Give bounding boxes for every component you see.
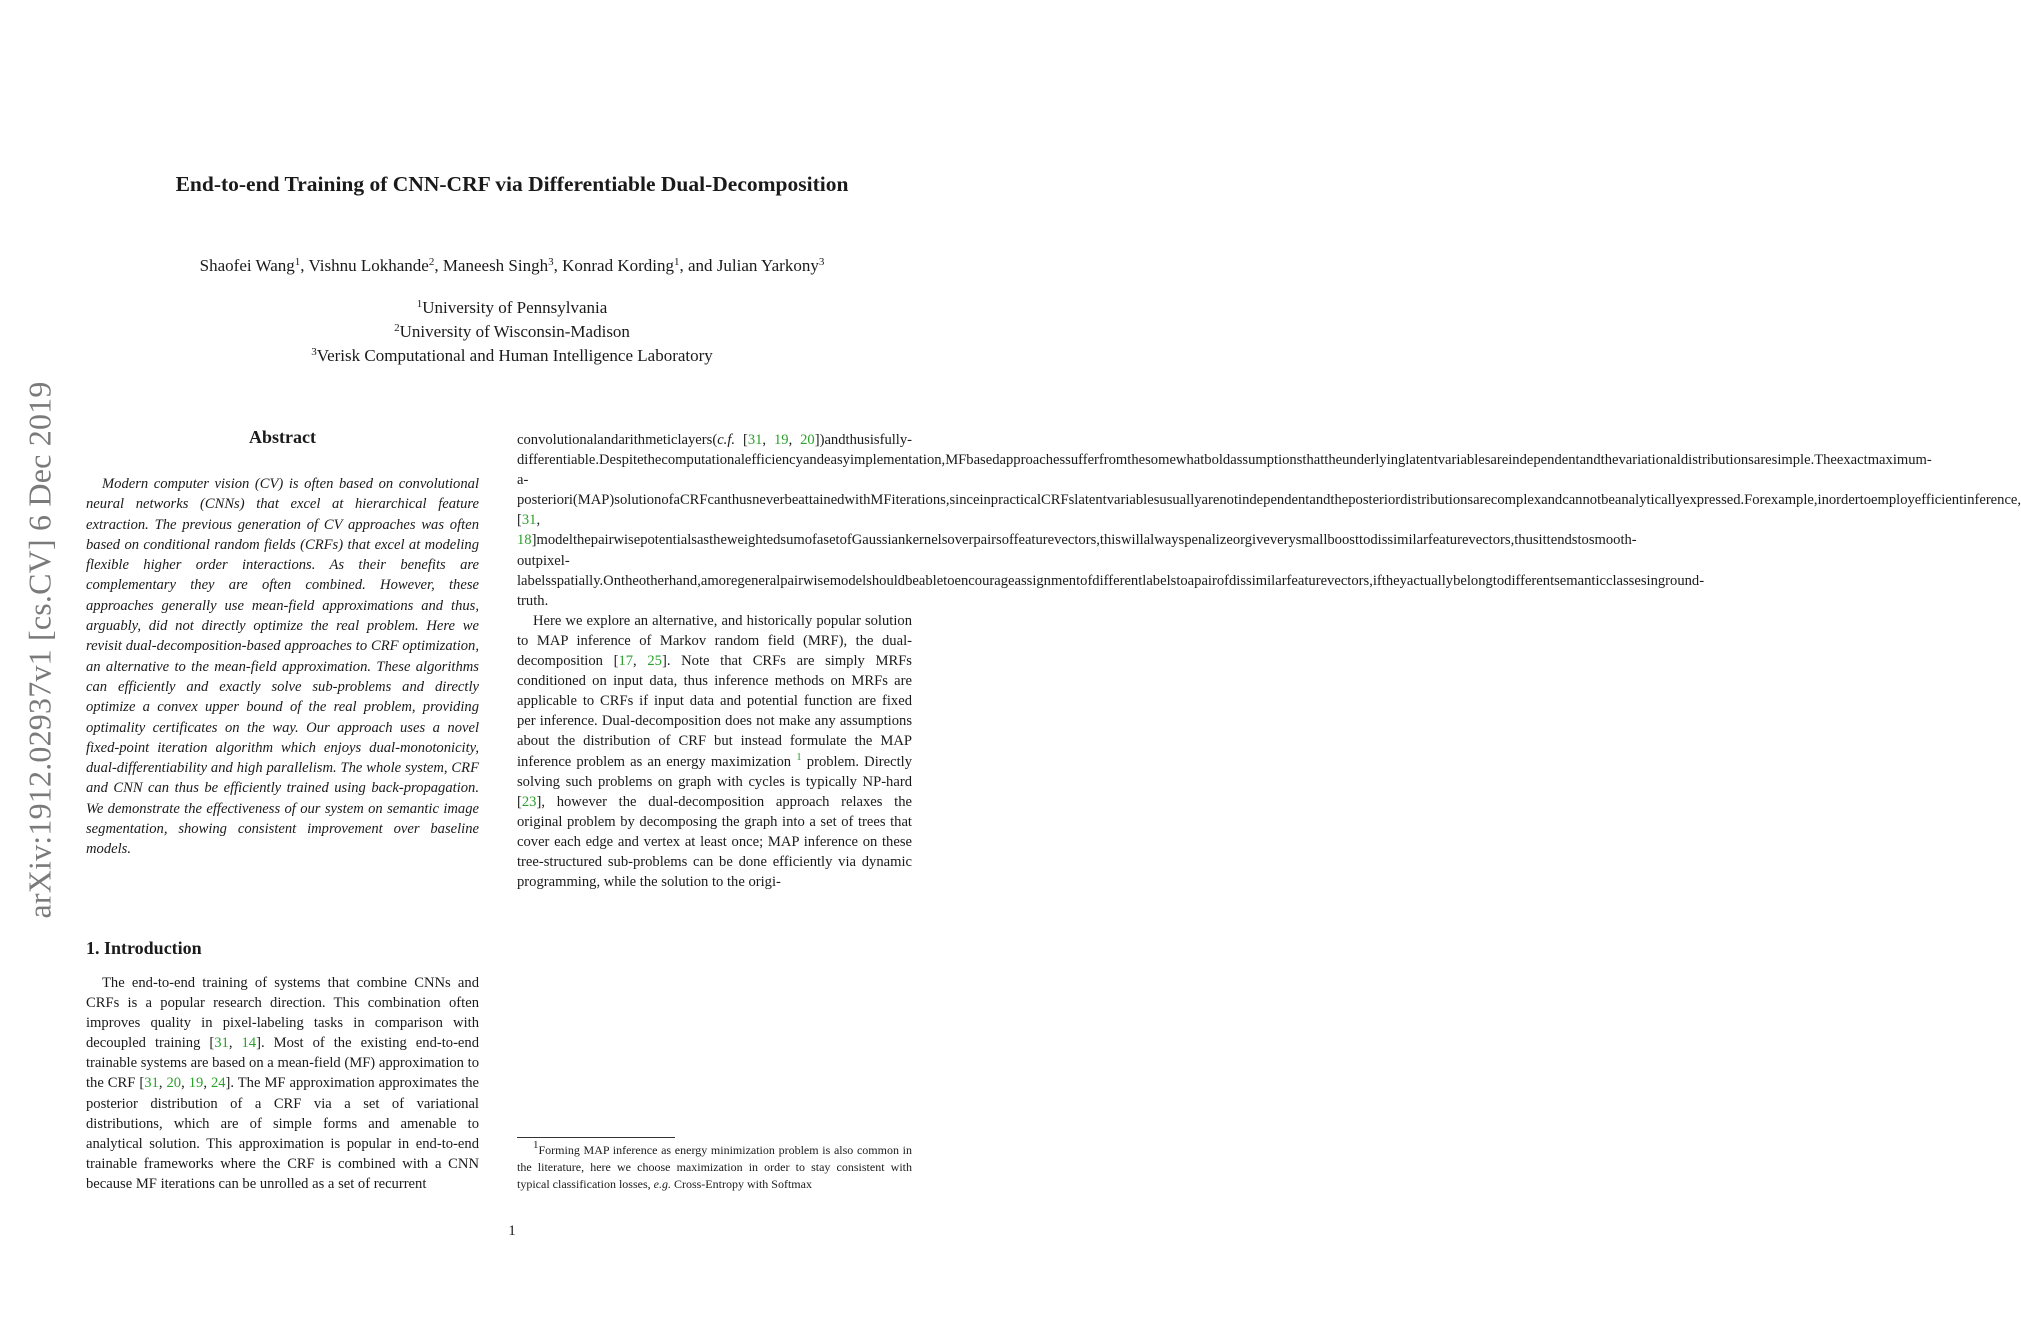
abstract-text: Modern computer vision (CV) is often based on convolutional neural networks (CNNs) that excel at hierarchical feature extraction. The previous generation of CV approaches was often based on conditional random fields (CRFs) that excel at modeling flexible higher order interactions. As their benefits are complementary they are often combined. However, these approaches generally use mean-field approximations and thus, arguably, did not directly optimize the real problem. Here we revisit dual-decomposition-based approaches to CRF optimization, an alternative to the mean-field approximation. These algorithms can efficiently and exactly solve sub-problems and directly optimize a convex upper bound of the real problem, providing optimality certificates on the way. Our approach uses a novel fixed-point iteration algorithm which enjoys dual-monotonicity, dual-differentiability and high parallelism. The whole system, CRF and CNN can thus be efficiently trained using back-propagation. We demonstrate the effectiveness of our system on semantic image segmentation, showing consistent improvement over baseline models.	[86, 476, 479, 858]
affiliation: $^2$University of Wisconsin-Madison	[394, 322, 630, 341]
intro-heading: 1. Introduction	[86, 938, 202, 958]
arxiv-sidebar	[10, 360, 70, 940]
intro-paragraph-1: The end-to-end training of systems that combine CNNs and CRFs is a popular research direction. This combination often improves quality in pixel-labeling tasks in comparison with decoupled training [31, 14]. Most of the existing end-to-end trainable systems are based on a mean-field (MF) approximation to the CRF [31, 20, 19, 24]. The MF approximation approximates the posterior distribution of a CRF via a set of variational distributions, which are of simple forms and amenable to analytical solution. This approximation is popular in end-to-end trainable frameworks where the CRF is combined with a CNN because MF iterations can be unrolled as a set of recurrent	[86, 975, 480, 1192]
citation-link[interactable]: 20	[800, 432, 815, 448]
citation-link[interactable]: 31	[521, 512, 537, 529]
intro-paragraph-1-continued: convolutionalandarithmeticlayers(c.f. [31, 19, 20])andthusisfully-differentiable.Despitethecomputationalefficiencyandeasyimplementation,MFbasedapproachessufferfromthesomewhatboldassumptionsthattheunderlyinglatentvariablesareindependentandthevariationaldistributionsaresimple.Theexactmaximum-a-posteriori(MAP)solutionofaCRFcanthusneverbeattainedwithMFiterations,sinceinpracticalCRFslatentvariablesusuallyarenotindependentandtheposteriordistributionsarecomplexandcannotbeanalyticallyexpressed.Forexample,inordertoemployefficientinference,[31, 18]modelthepairwisepotentialsastheweightedsumofasetofGaussiankernelsoverpairsoffeaturevectors,thiswillalwayspenalizeorgiveverysmallboosttodissimilarfeaturevectors,thusittendstosmooth-outpixel-labelsspatially.Ontheotherhand,amoregeneralpairwisemodelshouldbeabletoencourageassignmentofdifferentlabelstoapairofdissimilarfeaturevectors,iftheyactuallybelongtodifferentsemanticclassesinground-truth.	[517, 432, 2021, 609]
intro-left-column	[86, 973, 479, 1194]
abstract-heading: Abstract	[249, 427, 316, 447]
intro-right-column	[517, 430, 2021, 892]
affiliation-mark: 2	[394, 322, 400, 334]
author-affiliation-mark: 1	[674, 256, 680, 268]
page-number: 1	[508, 1223, 516, 1239]
arxiv-identifier: arXiv:1912.02937v1 [cs.CV] 6 Dec 2019	[21, 381, 58, 919]
citation-link[interactable]: 24	[210, 1075, 226, 1092]
affiliation-mark: 1	[416, 298, 423, 310]
citation-link[interactable]: 19	[188, 1075, 204, 1092]
footnote-mark-link[interactable]: 1	[796, 750, 802, 763]
citation-link[interactable]: 19	[773, 432, 789, 448]
citation-link[interactable]: 31	[214, 1035, 229, 1052]
intro-paragraph-2: Here we explore an alternative, and historically popular solution to MAP inference of Markov random field (MRF), the dual-decomposition [17, 25]. Note that CRFs are simply MRFs conditioned on input data, thus inference methods on MRFs are applicable to CRFs if input data and potential function are fixed per inference. Dual-decomposition does not make any assumptions about the distribution of CRF but instead formulate the MAP inference problem as an energy maximization $^1$ problem. Directly solving such problems on graph with cycles is typically NP-hard [23], however the dual-decomposition approach relaxes the original problem by decomposing the graph into a set of trees that cover each edge and vertex at least once; MAP inference on these tree-structured sub-problems can be done efficiently via dynamic programming, while the solution to the origi-	[517, 612, 912, 891]
citation-link[interactable]: 23	[521, 793, 537, 810]
affiliation: $^3$Verisk Computational and Human Intelligence Laboratory	[311, 346, 713, 365]
footnote: $^1$Forming MAP inference as energy minimization problem is also common in the literature, here we choose maximization in order to stay consistent with typical classification losses, e.g. Cross-Entropy with Softmax	[517, 1139, 912, 1191]
author-name: Shaofei Wang	[199, 256, 295, 275]
author-affiliation-mark: 1	[294, 256, 301, 268]
author-affiliation-mark: 3	[548, 256, 554, 268]
affiliation-list	[0, 296, 1024, 368]
author-name: Maneesh Singh	[442, 256, 549, 275]
citation-link[interactable]: 20	[166, 1075, 182, 1092]
affiliation: $^1$University of Pennsylvania	[416, 298, 608, 317]
author-affiliation-mark: 2	[428, 256, 435, 268]
citation-link[interactable]: 14	[241, 1035, 257, 1052]
citation-link[interactable]: 31	[747, 432, 763, 448]
citation-link[interactable]: 17	[618, 653, 634, 670]
author-name: Konrad Kording	[562, 256, 675, 275]
paper-title: End-to-end Training of CNN-CRF via Differentiable Dual-Decomposition	[175, 172, 849, 196]
affiliation-mark: 3	[311, 346, 317, 358]
citation-link[interactable]: 18	[517, 532, 532, 549]
italic-abbrev: e.g.	[653, 1177, 671, 1191]
author-name: Vishnu Lokhande	[308, 256, 429, 275]
footnote-number: 1	[533, 1139, 539, 1151]
author-list: Shaofei Wang$^1$, Vishnu Lokhande$^2$, Maneesh Singh$^3$, Konrad Kording$^1$, and Julian Yarkony$^3$	[199, 256, 825, 275]
citation-link[interactable]: 31	[144, 1075, 159, 1092]
italic-abbrev: c.f.	[717, 432, 736, 448]
author-affiliation-mark: 3	[818, 256, 825, 268]
footnote-rule	[517, 1137, 675, 1138]
citation-link[interactable]: 25	[647, 653, 662, 670]
author-name: Julian Yarkony	[716, 256, 819, 275]
